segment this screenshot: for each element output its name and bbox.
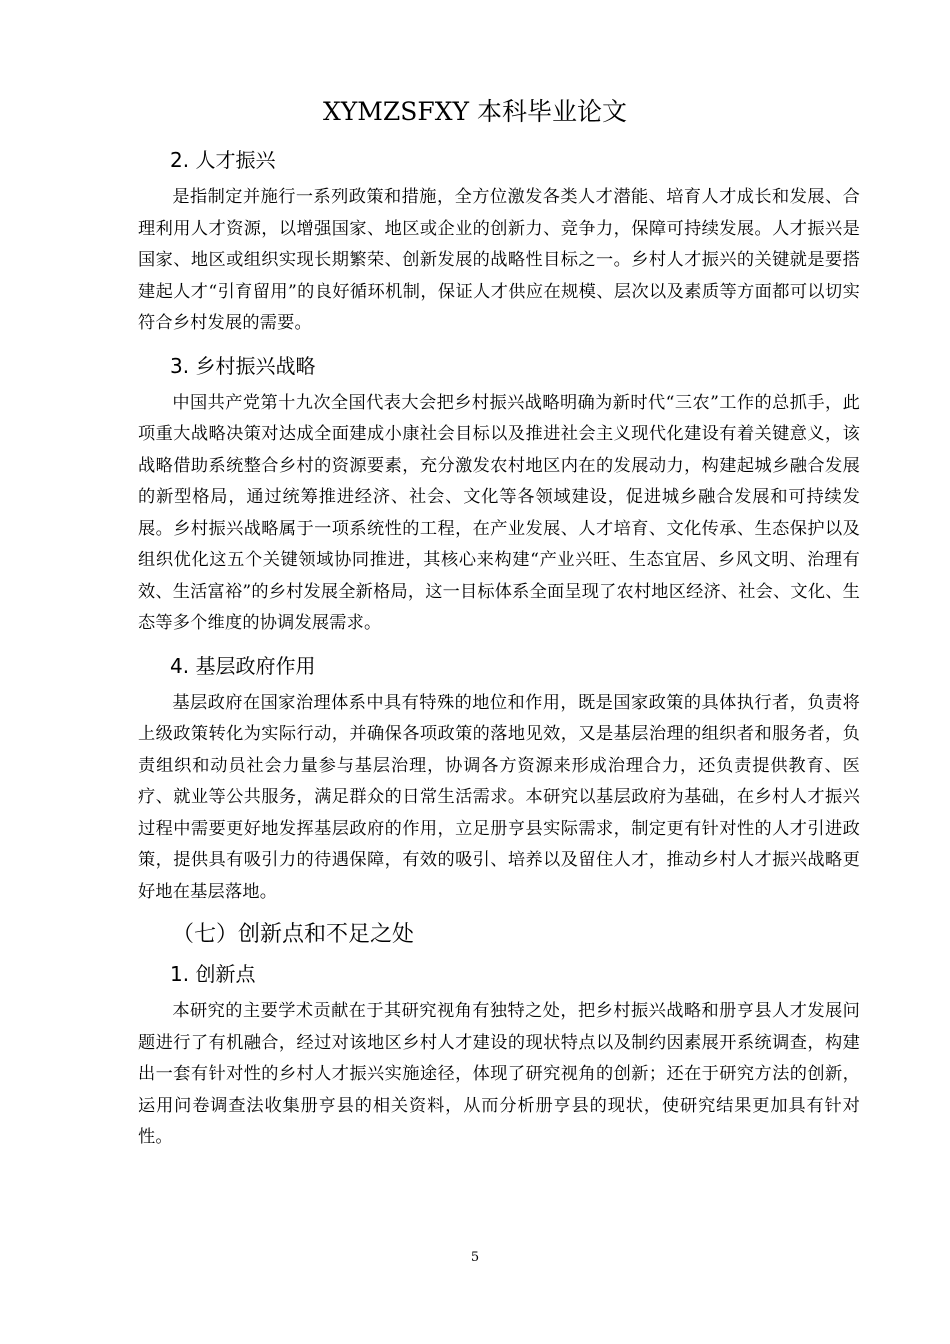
section-heading-talent-revitalization: 2. 人才振兴 xyxy=(170,148,276,172)
section-paragraph-talent-revitalization: 是指制定并施行一系列政策和措施，全方位激发各类人才潜能、培育人才成长和发展、合理利用人才资源，以增强国家、地区或企业的创新力、竞争力，保障可持续发展。人才振兴是国家、地区或组织实现长期繁荣、创新发展的战略性目标之一。乡村人才振兴的关键就是要搭建起人才“引育留用”的良好循环机制，保证人才供应在规模、层次以及素质等方面都可以切实符合乡村发展的需要。 xyxy=(138,187,860,333)
section-paragraph-innovations: 本研究的主要学术贡献在于其研究视角有独特之处，把乡村振兴战略和册亨县人才发展问题进行了有机融合，经过对该地区乡村人才建设的现状特点以及制约因素展开系统调查，构建出一套有针对性的乡村人才振兴实施途径，体现了研究视角的创新；还在于研究方法的创新，运用问卷调查法收集册亨县的相关资料，从而分析册亨县的现状，使研究结果更加具有针对性。 xyxy=(138,1001,860,1147)
section-heading-innovations: 1. 创新点 xyxy=(170,962,256,986)
page-content xyxy=(138,146,860,1166)
section-heading-rural-revitalization-strategy: 3. 乡村振兴战略 xyxy=(170,353,316,378)
chapter-heading-innovations-and-shortcomings: （七）创新点和不足之处 xyxy=(172,922,415,947)
thesis-header-title: XYMZSFXY 本科毕业论文 xyxy=(323,97,627,126)
page-number: 5 xyxy=(470,1250,480,1265)
section-paragraph-rural-revitalization-strategy: 中国共产党第十九次全国代表大会把乡村振兴战略明确为新时代“三农”工作的总抓手，此项重大战略决策对达成全面建成小康社会目标以及推进社会主义现代化建设有着关键意义，该战略借助系统整合乡村的资源要素，充分激发农村地区内在的发展动力，构建起城乡融合发展的新型格局，通过统筹推进经济、社会、文化等各领域建设，促进城乡融合发展和可持续发展。乡村振兴战略属于一项系统性的工程，在产业发展、人才培育、文化传承、生态保护以及组织优化这五个关键领域协同推进，其核心来构建“产业兴旺、生态宜居、乡风文明、治理有效、生活富裕”的乡村发展全新格局，这一目标体系全面呈现了农村地区经济、社会、文化、生态等多个维度的协调发展需求。 xyxy=(138,392,860,633)
section-heading-grassroots-government-role: 4. 基层政府作用 xyxy=(170,653,316,678)
section-paragraph-grassroots-government-role: 基层政府在国家治理体系中具有特殊的地位和作用，既是国家政策的具体执行者，负责将上级政策转化为实际行动，并确保各项政策的落地见效，又是基层治理的组织者和服务者，负责组织和动员社会力量参与基层治理，协调各方资源来形成治理合力，还负责提供教育、医疗、就业等公共服务，满足群众的日常生活需求。本研究以基层政府为基础，在乡村人才振兴过程中需要更好地发挥基层政府的作用，立足册亨县实际需求，制定更有针对性的人才引进政策，提供具有吸引力的待遇保障，有效的吸引、培养以及留住人才，推动乡村人才振兴战略更好地在基层落地。 xyxy=(138,692,860,902)
